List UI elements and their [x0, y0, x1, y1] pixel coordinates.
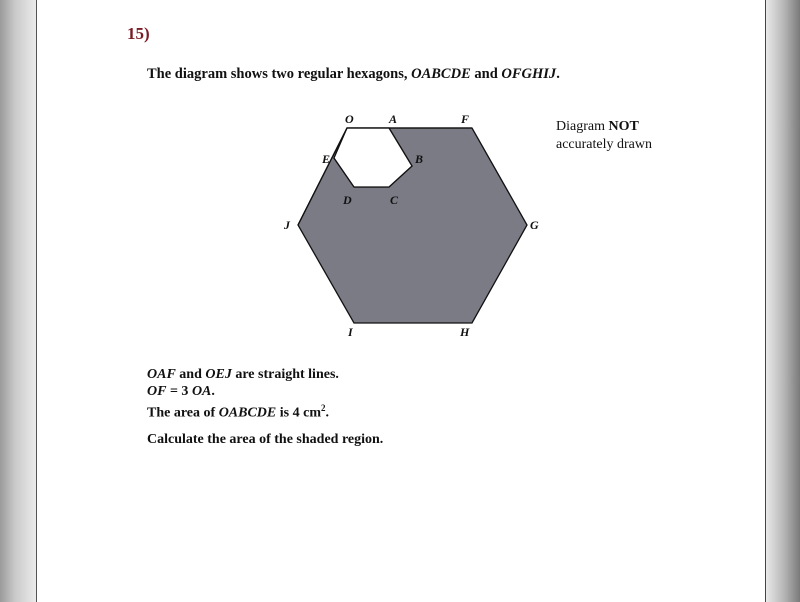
info-line-area	[147, 400, 339, 422]
vertex-label-g: G	[530, 218, 539, 232]
note-line2: accurately drawn	[556, 137, 652, 152]
vertex-label-c: C	[390, 193, 399, 207]
task-instruction: Calculate the area of the shaded region.	[147, 432, 384, 447]
vertex-label-j: J	[284, 218, 290, 232]
info-end: .	[325, 405, 329, 421]
vertex-label-i: I	[348, 325, 353, 339]
stem-hexagon-small: OABCDE	[411, 66, 471, 82]
vertex-label-f: F	[461, 112, 470, 126]
info-line-ratio	[147, 383, 339, 400]
vertex-label-a: A	[389, 112, 398, 126]
stem-hexagon-large: OFGHIJ	[501, 66, 557, 82]
vertex-label-b: B	[415, 152, 424, 166]
vertex-label-h: H	[460, 325, 470, 339]
info-of: OF	[147, 384, 167, 399]
info-oaf: OAF	[147, 367, 176, 382]
stem-prefix: The diagram shows two regular hexagons,	[147, 66, 412, 82]
info-area-of: The area of	[147, 405, 219, 421]
given-information	[147, 366, 339, 422]
vertex-label-o: O	[345, 112, 354, 126]
info-line-straight-lines	[147, 366, 339, 383]
info-area-value: is 4 cm	[276, 405, 321, 421]
stem-suffix: .	[556, 66, 560, 82]
stem-joiner: and	[470, 66, 502, 82]
info-oabcde: OABCDE	[218, 405, 277, 421]
note-line1: Diagram	[556, 119, 609, 134]
info-straight: are straight lines.	[231, 367, 339, 382]
info-superscript: 2	[320, 403, 326, 413]
info-equals: = 3	[166, 384, 192, 399]
info-period: .	[211, 384, 215, 399]
note-not: NOT	[608, 119, 639, 134]
question-number: 15)	[127, 24, 150, 43]
info-oej: OEJ	[205, 367, 232, 382]
vertex-label-d: D	[343, 193, 352, 207]
info-and: and	[175, 367, 206, 382]
vertex-label-e: E	[322, 152, 331, 166]
info-oa: OA	[191, 384, 212, 399]
